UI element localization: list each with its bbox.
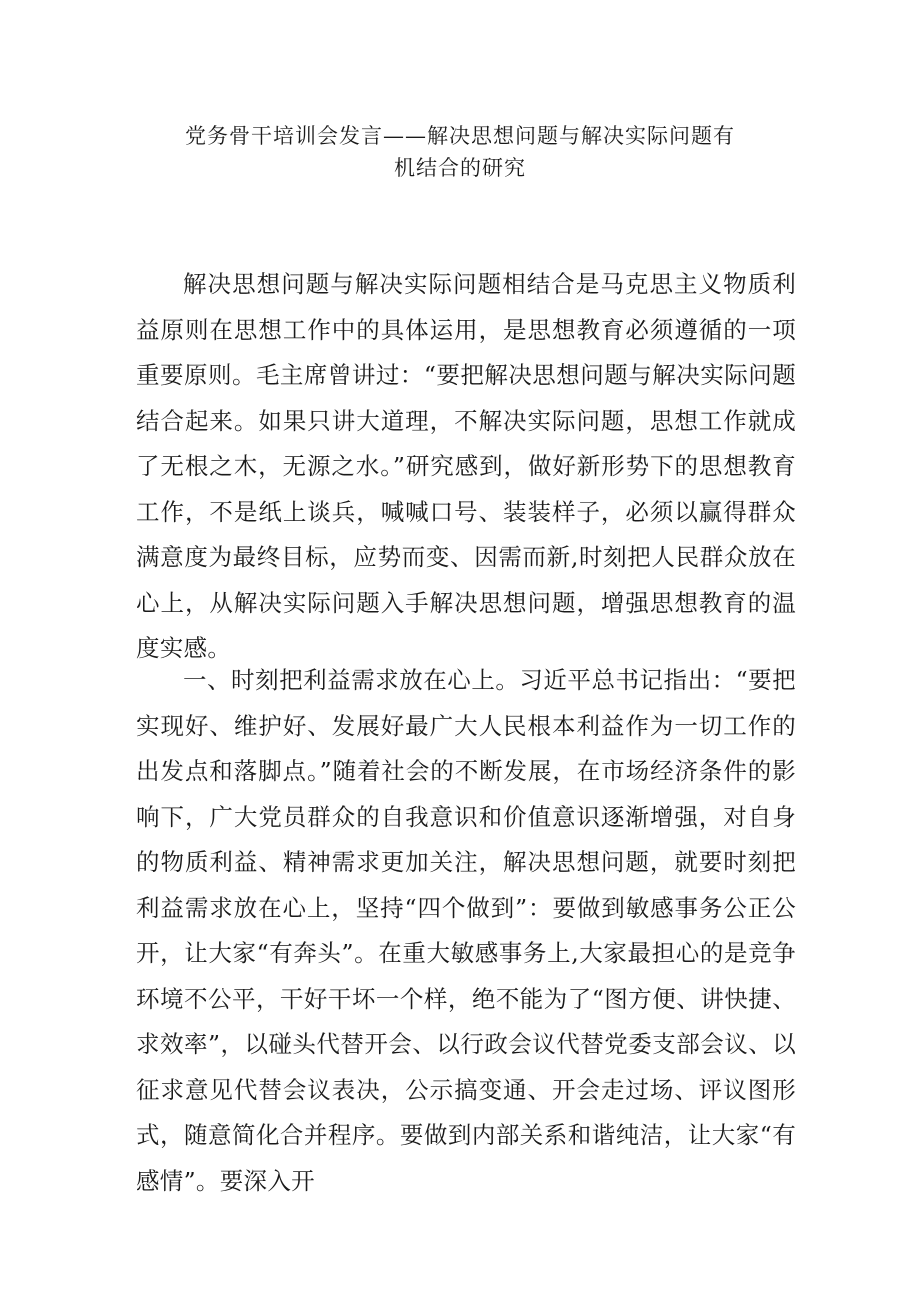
title-line-2: 机结合的研究 [394, 156, 526, 180]
document-title [130, 120, 790, 184]
paragraph-section-one: 一、时刻把利益需求放在心上。习近平总书记指出：“要把实现好、维护好、发展好最广大人民根本利益作为一切工作的出发点和落脚点。”随着社会的不断发展，在市场经济条件的影响下，广大党员群众的自我意识和价值意识逐渐增强，对自身的物质利益、精神需求更加关注，解决思想问题，就要时刻把利益需求放在心上，坚持“四个做到”：要做到敏感事务公正公开，让大家“有奔头”。在重大敏感事务上,大家最担心的是竞争环境不公平，干好干坏一个样，绝不能为了“图方便、讲快捷、求效率”，以碰头代替开会、以行政会议代替党委支部会议、以征求意见代替会议表决，公示搞变通、开会走过场、评议图形式，随意简化合并程序。要做到内部关系和谐纯洁，让大家“有感情”。要深入开 [136, 666, 796, 1195]
title-line-1: 党务骨干培训会发言——解决思想问题与解决实际问题有 [185, 124, 735, 148]
paragraph-intro: 解决思想问题与解决实际问题相结合是马克思主义物质利益原则在思想工作中的具体运用，是思想教育必须遵循的一项重要原则。毛主席曾讲过：“要把解决思想问题与解决实际问题结合起来。如果只讲大道理，不解决实际问题，思想工作就成了无根之木，无源之水。”研究感到，做好新形势下的思想教育工作，不是纸上谈兵，喊喊口号、装装样子，必须以赢得群众满意度为最终目标，应势而变、因需而新,时刻把人民群众放在心上，从解决实际问题入手解决思想问题，增强思想教育的温度实感。 [136, 270, 796, 662]
